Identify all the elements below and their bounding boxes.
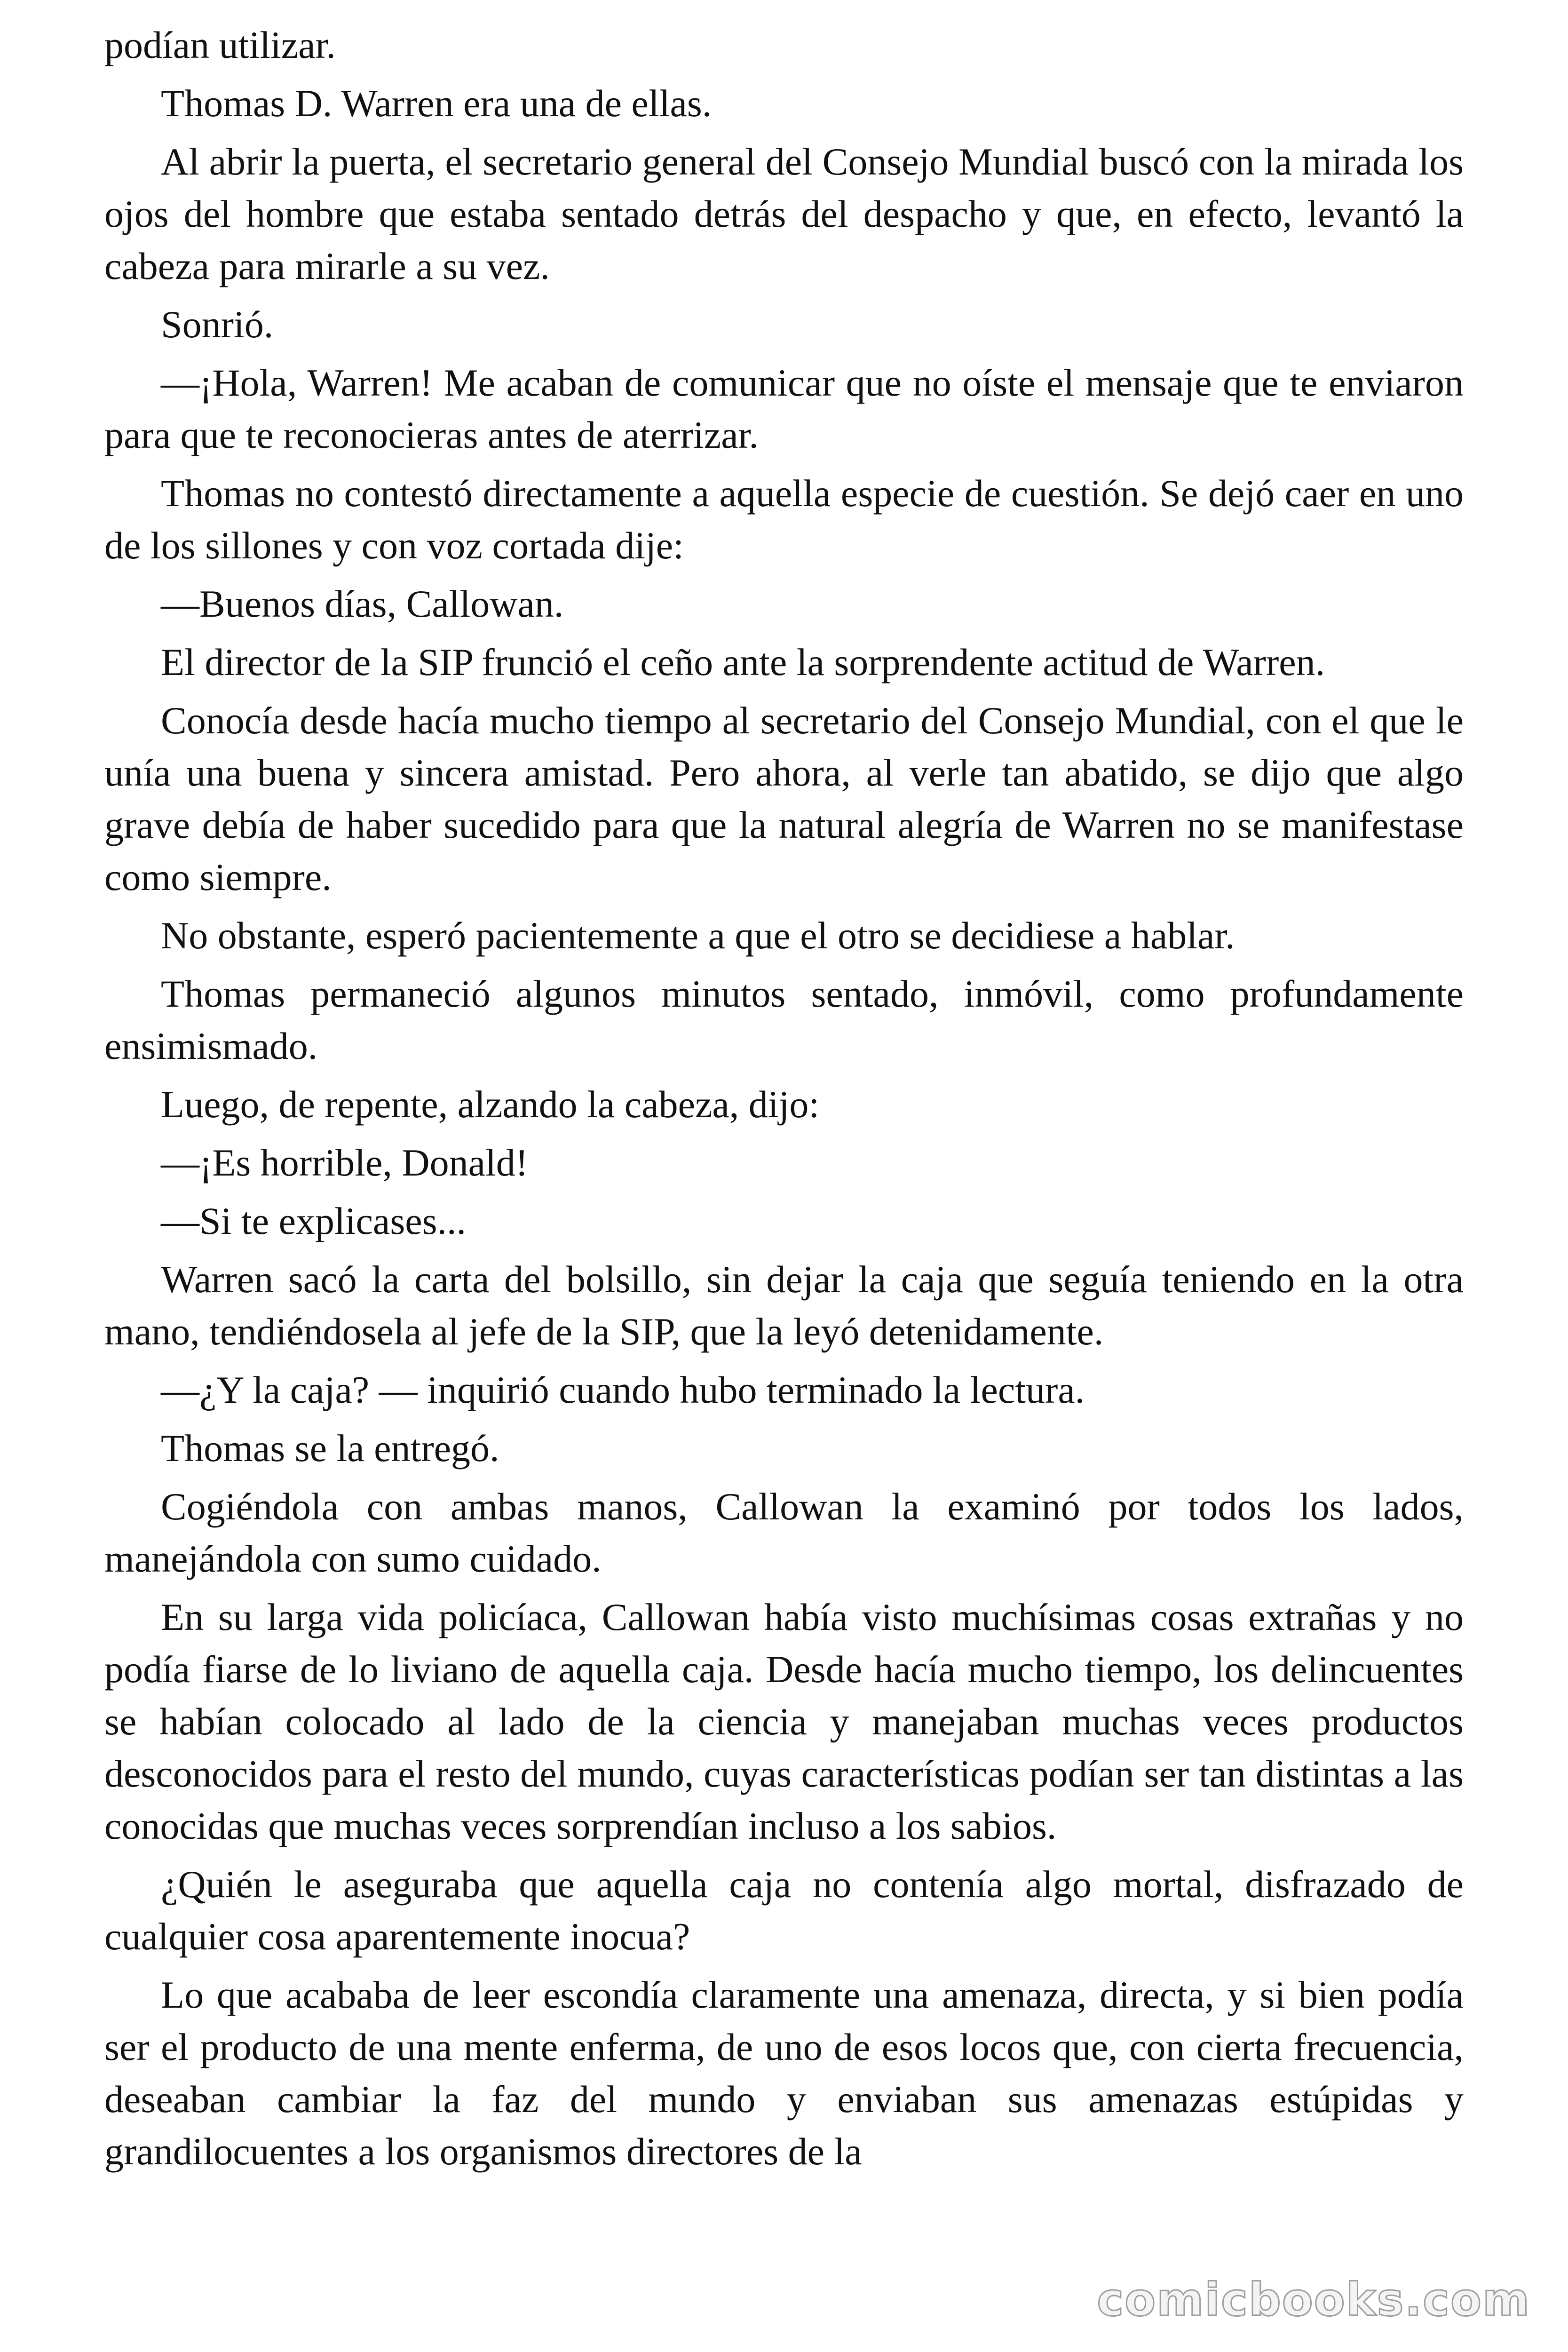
paragraph: Thomas permaneció algunos minutos sentado, inmóvil, como profundamente ensimismado. <box>104 972 1464 1067</box>
paragraph: podían utilizar. <box>104 24 336 66</box>
paragraph: Warren sacó la carta del bolsillo, sin dejar la caja que seguía teniendo en la otra mano, tendiéndosela al jefe de la SIP, que la leyó detenidamente. <box>104 1258 1464 1353</box>
paragraph: El director de la SIP frunció el ceño ante la sorprendente actitud de Warren. <box>161 641 1325 683</box>
paragraph: Luego, de repente, alzando la cabeza, dijo: <box>161 1083 820 1126</box>
dialogue-paragraph: —¿Y la caja? — inquirió cuando hubo terminado la lectura. <box>161 1368 1085 1411</box>
paragraph: Thomas D. Warren era una de ellas. <box>161 82 712 125</box>
watermark: comicbooks.com <box>1097 2273 1530 2326</box>
paragraph: Cogiéndola con ambas manos, Callowan la examinó por todos los lados, manejándola con sumo cuidado. <box>104 1485 1464 1580</box>
paragraph: Thomas se la entregó. <box>161 1427 499 1470</box>
page-body <box>104 19 1464 2184</box>
dialogue-paragraph: —¡Es horrible, Donald! <box>161 1141 529 1184</box>
paragraph: Thomas no contestó directamente a aquella especie de cuestión. Se dejó caer en uno de los sillones y con voz cortada dije: <box>104 472 1464 567</box>
dialogue-paragraph: —Si te explicases... <box>161 1200 467 1242</box>
dialogue-paragraph: —Buenos días, Callowan. <box>161 582 564 625</box>
paragraph: Lo que acababa de leer escondía claramente una amenaza, directa, y si bien podía ser el producto de una mente enferma, de uno de esos locos que, con cierta frecuencia, deseaban cambiar la faz del mundo y enviaban sus amenazas estúpidas y grandilocuentes a los organismos directores de la <box>104 1973 1464 2173</box>
paragraph: ¿Quién le aseguraba que aquella caja no contenía algo mortal, disfrazado de cualquier cosa aparentemente inocua? <box>104 1863 1464 1958</box>
dialogue-paragraph: —¡Hola, Warren! Me acaban de comunicar que no oíste el mensaje que te enviaron para que te reconocieras antes de aterrizar. <box>104 361 1464 456</box>
paragraph: Al abrir la puerta, el secretario general del Consejo Mundial buscó con la mirada los ojos del hombre que estaba sentado detrás del despacho y que, en efecto, levantó la cabeza para mirarle a su vez. <box>104 140 1464 287</box>
paragraph: No obstante, esperó pacientemente a que el otro se decidiese a hablar. <box>161 914 1235 957</box>
paragraph: Sonrió. <box>161 303 274 346</box>
paragraph: En su larga vida policíaca, Callowan había visto muchísimas cosas extrañas y no podía fiarse de lo liviano de aquella caja. Desde hacía mucho tiempo, los delincuentes se habían colocado al lado de la ciencia y manejaban muchas veces productos desconocidos para el resto del mundo, cuyas características podían ser tan distintas a las conocidas que muchas veces sorprendían incluso a los sabios. <box>104 1596 1464 1847</box>
paragraph: Conocía desde hacía mucho tiempo al secretario del Consejo Mundial, con el que le unía una buena y sincera amistad. Pero ahora, al verle tan abatido, se dijo que algo grave debía de haber sucedido para que la natural alegría de Warren no se manifestase como siempre. <box>104 699 1464 898</box>
